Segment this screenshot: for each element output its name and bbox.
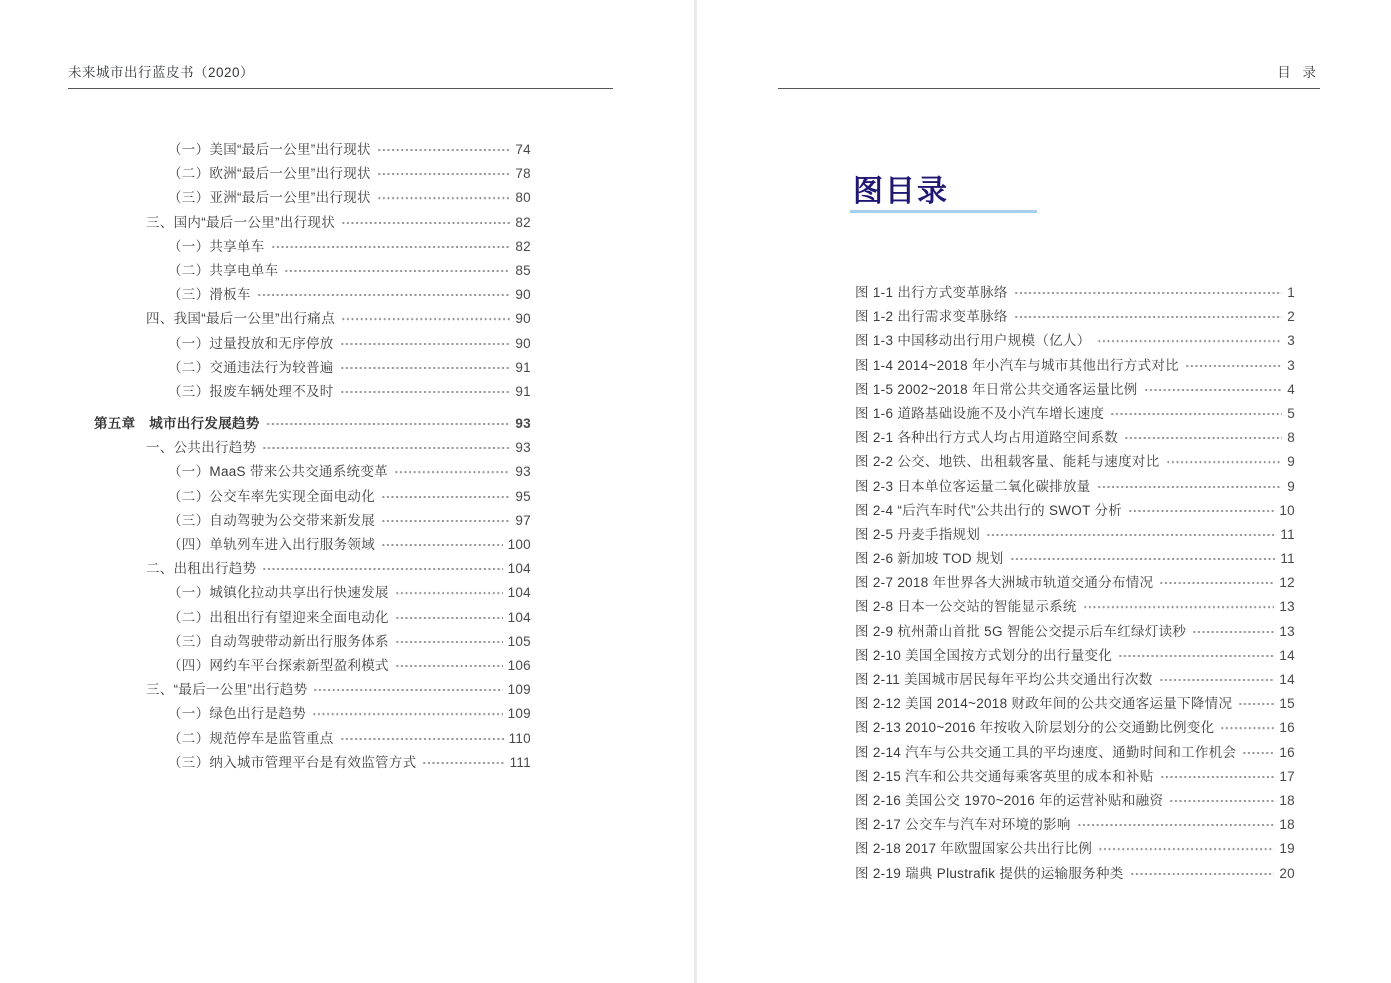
entry-page-number: 19 [1279,841,1295,857]
toc-entry [68,307,531,331]
entry-label: （一）共享单车 [168,238,265,254]
entry-label: 图 2-11 美国城市居民每年平均公共交通出行次数 [855,672,1153,687]
entry-page-number: 11 [1280,551,1295,567]
entry-label: 图 1-4 2014~2018 年小汽车与城市其他出行方式对比 [855,357,1180,373]
entry-label: 四、我国“最后一公里”出行痛点 [146,311,335,327]
entry-label: （四）单轨列车进入出行服务领域 [168,537,375,552]
entry-label: 三、“最后一公里”出行趋势 [146,682,308,698]
entry-label: 图 2-18 2017 年欧盟国家公共出行比例 [855,841,1093,857]
toc-entry [68,630,531,654]
figure-entry [855,813,1295,837]
figure-entry [855,450,1295,474]
right-running-header: 目 录 [1277,65,1320,80]
entry-label: （一）过量投放和无序停放 [168,335,334,351]
entry-label: （三）自动驾驶带动新出行服务体系 [168,633,389,649]
figure-entry [855,281,1295,305]
figure-index-title-underline [850,210,1037,213]
entry-label: （一）美国“最后一公里”出行现状 [168,142,371,157]
entry-label: （三）滑板车 [168,287,251,303]
entry-label: 图 2-13 2010~2016 年按收入阶层划分的公交通勤比例变化 [855,720,1215,736]
dot-leader [340,332,511,356]
dot-leader [340,356,511,380]
entry-page-number: 10 [1279,502,1295,518]
left-header-rule [68,88,613,89]
entry-label: 图 2-8 日本一公交站的智能显示系统 [855,599,1077,615]
dot-leader [395,581,503,605]
dot-leader [1238,692,1274,716]
entry-page-number: 11 [1280,526,1295,542]
figure-entry [855,620,1295,644]
entry-label: （二）欧洲“最后一公里”出行现状 [168,166,371,182]
figure-entry [855,499,1295,523]
entry-label: 图 2-19 瑞典 Plustrafik 提供的运输服务种类 [855,865,1124,881]
toc-entry [68,380,531,404]
entry-label: 图 2-5 丹麦手指规划 [855,526,981,542]
entry-label: （三）纳入城市管理平台是有效监管方式 [168,754,417,770]
entry-page-number: 18 [1279,817,1295,833]
dot-leader [381,485,510,509]
entry-page-number: 85 [515,262,531,278]
figure-entry [855,789,1295,813]
dot-leader [1160,765,1275,789]
entry-label: 图 2-16 美国公交 1970~2016 年的运营补贴和融资 [855,792,1164,808]
toc-entry [68,557,531,581]
toc-entry [68,606,531,630]
toc-entry [68,259,531,283]
toc-entry [68,751,531,775]
dot-leader [313,678,502,702]
entry-page-number: 110 [508,730,531,746]
dot-leader [341,211,510,235]
entry-label: 二、出租出行趋势 [146,561,257,577]
entry-page-number: 90 [515,335,531,351]
entry-page-number: 4 [1287,381,1295,397]
entry-label: （二）出租出行有望迎来全面电动化 [168,609,389,625]
dot-leader [395,606,503,630]
dot-leader [1014,305,1282,329]
entry-page-number: 14 [1279,647,1295,663]
figure-entry [855,378,1295,402]
entry-label: （一）绿色出行是趋势 [168,706,306,722]
figure-entry [855,765,1295,789]
dot-leader [422,751,504,775]
entry-page-number: 8 [1287,430,1295,446]
toc-entry [68,702,531,726]
toc-entry [68,211,531,235]
entry-label: 图 2-2 公交、地铁、出租载客量、能耗与速度对比 [855,454,1160,470]
entry-label: 图 2-17 公交车与汽车对环境的影响 [855,817,1071,833]
right-header-rule [778,88,1320,89]
dot-leader [1144,378,1283,402]
entry-label: 图 2-9 杭州萧山首批 5G 智能公交提示后车红绿灯读秒 [855,623,1187,639]
entry-label: 图 2-7 2018 年世界各大洲城市轨道交通分布情况 [855,575,1154,591]
entry-label: （二）交通违法行为较普遍 [168,359,334,375]
figure-entry [855,716,1295,740]
dot-leader [1010,547,1276,571]
figure-list [855,281,1295,886]
dot-leader [1185,354,1282,378]
toc-entry [68,678,531,702]
entry-label: （二）共享电单车 [168,262,279,278]
entry-page-number: 80 [515,190,531,206]
dot-leader [1159,571,1274,595]
toc-entry [68,356,531,380]
dot-leader [1242,741,1274,765]
toc-entry [68,186,531,210]
figure-entry [855,354,1295,378]
dot-leader [1124,426,1282,450]
dot-leader [1014,281,1282,305]
dot-leader [1128,499,1274,523]
entry-page-number: 13 [1279,623,1295,639]
figure-entry [855,547,1295,571]
entry-page-number: 74 [515,142,531,157]
entry-label: （三）报废车辆处理不及时 [168,383,334,399]
figure-entry [855,426,1295,450]
entry-label: 一、公共出行趋势 [146,440,257,456]
entry-label: 图 2-4 “后汽车时代”公共出行的 SWOT 分析 [855,502,1123,518]
left-running-header: 未来城市出行蓝皮书（2020） [68,65,255,80]
figure-entry [855,571,1295,595]
entry-page-number: 93 [515,416,531,432]
figure-entry [855,668,1295,692]
entry-page-number: 91 [515,383,531,399]
toc-entry [68,654,531,678]
toc-entry [68,138,531,162]
entry-page-number: 3 [1287,333,1295,349]
entry-label: 图 1-1 出行方式变革脉络 [855,285,1008,300]
dot-leader [340,380,511,404]
entry-label: 图 2-10 美国全国按方式划分的出行量变化 [855,647,1113,663]
entry-page-number: 106 [507,657,531,673]
dot-leader [271,235,511,259]
entry-label: 图 1-5 2002~2018 年日常公共交通客运量比例 [855,381,1138,397]
entry-label: （二）公交车率先实现全面电动化 [168,488,375,504]
toc-entry [68,332,531,356]
entry-label: 图 2-1 各种出行方式人均占用道路空间系数 [855,430,1119,446]
toc-entry [68,235,531,259]
entry-label: 图 1-6 道路基础设施不及小汽车增长速度 [855,405,1105,421]
toc-entry [68,460,531,484]
entry-page-number: 104 [507,585,531,601]
dot-leader [377,138,511,162]
entry-label: 图 1-3 中国移动出行用户规模（亿人） [855,333,1091,349]
entry-label: 图 2-15 汽车和公共交通每乘客英里的成本和补贴 [855,768,1154,784]
figure-entry [855,523,1295,547]
entry-label: 图 2-3 日本单位客运量二氧化碳排放量 [855,478,1091,494]
entry-label: 第五章 城市出行发展趋势 [94,416,260,432]
entry-page-number: 16 [1279,720,1295,736]
figure-entry [855,475,1295,499]
dot-leader [377,186,511,210]
entry-page-number: 18 [1279,792,1295,808]
entry-page-number: 90 [515,287,531,303]
entry-page-number: 3 [1287,357,1295,373]
entry-label: （四）网约车平台探索新型盈利模式 [168,657,389,673]
dot-leader [284,259,510,283]
entry-page-number: 91 [515,359,531,375]
dot-leader [1077,813,1275,837]
entry-label: （二）规范停车是监管重点 [168,730,334,746]
toc-entry [68,727,531,751]
entry-page-number: 5 [1287,405,1295,421]
toc-entry [68,581,531,605]
dot-leader [1159,668,1275,692]
dot-leader [1118,644,1274,668]
dot-leader [1110,402,1282,426]
toc-list [68,138,531,775]
figure-entry [855,329,1295,353]
toc-entry [68,509,531,533]
entry-label: 图 2-14 汽车与公共交通工具的平均速度、通勤时间和工作机会 [855,744,1237,760]
dot-leader [395,630,503,654]
dot-leader [340,727,504,751]
dot-leader [1192,620,1274,644]
toc-entry [68,283,531,307]
figure-entry [855,741,1295,765]
entry-page-number: 93 [515,440,531,456]
entry-page-number: 9 [1287,478,1295,494]
entry-label: （三）自动驾驶为公交带来新发展 [168,512,375,528]
entry-page-number: 104 [507,561,531,577]
right-page [697,0,1391,983]
entry-page-number: 95 [515,488,531,504]
entry-label: 图 1-2 出行需求变革脉络 [855,309,1008,325]
entry-page-number: 17 [1279,768,1295,784]
figure-entry [855,692,1295,716]
toc-entry [68,533,531,557]
toc-entry [68,485,531,509]
entry-page-number: 109 [507,682,531,698]
entry-page-number: 82 [515,238,531,254]
dot-leader [312,702,503,726]
dot-leader [394,460,510,484]
entry-page-number: 16 [1279,744,1295,760]
figure-entry [855,837,1295,861]
toc-entry [68,162,531,186]
entry-label: 图 2-6 新加坡 TOD 规划 [855,551,1004,567]
entry-page-number: 2 [1287,309,1295,325]
entry-page-number: 109 [507,706,531,722]
dot-leader [1169,789,1274,813]
dot-leader [381,509,510,533]
dot-leader [381,533,503,557]
figure-entry [855,402,1295,426]
entry-page-number: 105 [507,633,531,649]
dot-leader [257,283,511,307]
dot-leader [1166,450,1283,474]
dot-leader [262,436,510,460]
dot-leader [1130,862,1275,886]
figure-entry [855,644,1295,668]
dot-leader [1097,475,1283,499]
entry-page-number: 13 [1279,599,1295,615]
entry-page-number: 15 [1279,696,1295,712]
dot-leader [1220,716,1274,740]
entry-page-number: 78 [515,166,531,182]
entry-label: 图 2-12 美国 2014~2018 财政年间的公共交通客运量下降情况 [855,696,1233,712]
entry-page-number: 14 [1279,672,1295,687]
dot-leader [1097,329,1283,353]
dot-leader [377,162,511,186]
entry-page-number: 93 [515,464,531,480]
entry-page-number: 82 [515,214,531,230]
dot-leader [262,557,502,581]
dot-leader [1083,595,1275,619]
figure-entry [855,305,1295,329]
entry-page-number: 104 [507,609,531,625]
figure-entry [855,862,1295,886]
entry-label: 三、国内“最后一公里”出行现状 [146,214,335,230]
entry-label: （一）MaaS 带来公共交通系统变革 [168,464,388,480]
entry-label: （三）亚洲“最后一公里”出行现状 [168,190,371,206]
entry-page-number: 1 [1287,285,1295,300]
entry-page-number: 9 [1287,454,1295,470]
entry-page-number: 111 [509,754,531,770]
toc-entry [68,436,531,460]
entry-page-number: 90 [515,311,531,327]
entry-page-number: 100 [507,537,531,552]
entry-page-number: 20 [1279,865,1295,881]
dot-leader [266,412,511,436]
figure-entry [855,595,1295,619]
toc-entry [68,412,531,436]
dot-leader [986,523,1275,547]
entry-page-number: 12 [1279,575,1295,591]
figure-index-title: 图目录 [853,175,949,208]
entry-label: （一）城镇化拉动共享出行快速发展 [168,585,389,601]
dot-leader [341,307,510,331]
dot-leader [1098,837,1274,861]
entry-page-number: 97 [515,512,531,528]
dot-leader [395,654,503,678]
